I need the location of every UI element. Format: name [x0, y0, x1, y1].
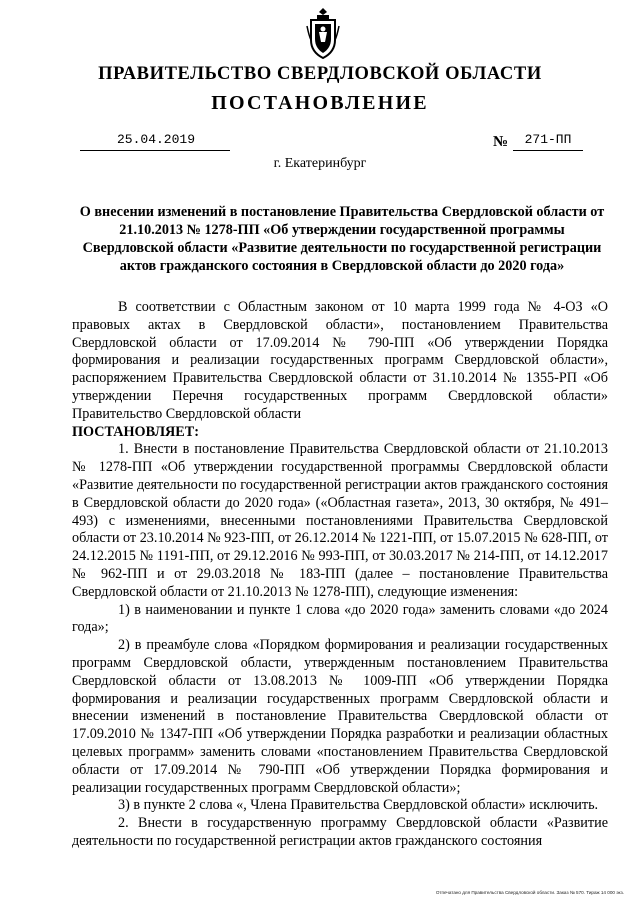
- organization-name: ПРАВИТЕЛЬСТВО СВЕРДЛОВСКОЙ ОБЛАСТИ: [98, 64, 542, 84]
- paragraph-1-2: 2) в преамбуле слова «Порядком формирования и реализации государственных программ Свердловской области, утвержденным постановлением Правительства Свердловской области от 13.08.2013 № 1009-ПП «Об утверждении Порядка формирования и реализации государственных программ Свердловской области и внесении изменений в постановление Правительства Свердловской области от 17.09.2010 № 1347-ПП «Об утверждении Порядка разработки и реализации областных целевых программ» заменить словами «постановлением Правительства Свердловской области от 17.09.2014 № 790-ПП «Об утверждении Порядка формирования и реализации государственных программ Свердловской области»;: [72, 637, 608, 796]
- city: г. Екатеринбург: [273, 156, 367, 171]
- paragraph-1-1: 1) в наименовании и пункте 1 слова «до 2020 года» заменить словами «до 2024 года»;: [72, 601, 608, 636]
- coat-of-arms-icon: [306, 6, 340, 60]
- paragraph-2: 2. Внести в государственную программу Свердловской области «Развитие деятельности по государственной регистрации актов гражданского состояния: [72, 815, 608, 849]
- paragraph-1: 1. Внести в постановление Правительства Свердловской области от 21.10.2013 № 1278-ПП «Об утверждении государственной программы Свердловской области «Развитие деятельности по государственной регистрации актов гражданского состояния в Свердловской области до 2020 года» («Областная газета», 2013, 30 октября, № 491–493) с изменениями, внесенными постановлениями Правительства Свердловской области от 23.10.2014 № 923-ПП, от 26.12.2014 № 1221-ПП, от 15.07.2015 № 628-ПП, от 24.12.2015 № 1191-ПП, от 29.12.2016 № 993-ПП, от 30.03.2017 № 214-ПП, от 14.12.2017 № 962-ПП и от 29.03.2018 № 183-ПП (далее – постановление Правительства Свердловской области от 21.10.2013 № 1278-ПП), следующие изменения:: [72, 441, 608, 600]
- number-sign: №: [493, 134, 509, 150]
- document-type: ПОСТАНОВЛЕНИЕ: [211, 92, 429, 114]
- document-title: О внесении изменений в постановление Правительства Свердловской области от 21.10.2013 № 1278-ПП «Об утверждении государственной программы Свердловской области «Развитие деятельности по государственной регистрации актов гражданского состояния в Свердловской области до 2020 года»: [79, 204, 605, 274]
- document-body: [72, 299, 608, 851]
- document-number: 271-ПП: [524, 132, 572, 147]
- date-underline: [80, 150, 230, 151]
- number-underline: [513, 150, 583, 151]
- print-footer: Отпечатано для Правительства Свердловской области. Заказ № 570. Тираж 14 000 экз.: [435, 890, 624, 895]
- intro-paragraph: В соответствии с Областным законом от 10 марта 1999 года № 4-ОЗ «О правовых актах в Свердловской области», постановлением Правительства Свердловской области от 17.09.2014 № 790-ПП «Об утверждении Порядка формирования и реализации государственных программ Свердловской области», распоряжением Правительства Свердловской области от 31.10.2014 № 1355-РП «Об утверждении Перечня государственных программ Свердловской области» Правительство Свердловской области: [72, 299, 608, 422]
- document-date: 25.04.2019: [116, 132, 195, 147]
- paragraph-1-3: 3) в пункте 2 слова «, Члена Правительства Свердловской области» исключить.: [118, 797, 599, 814]
- resolves-heading: ПОСТАНОВЛЯЕТ:: [72, 423, 199, 440]
